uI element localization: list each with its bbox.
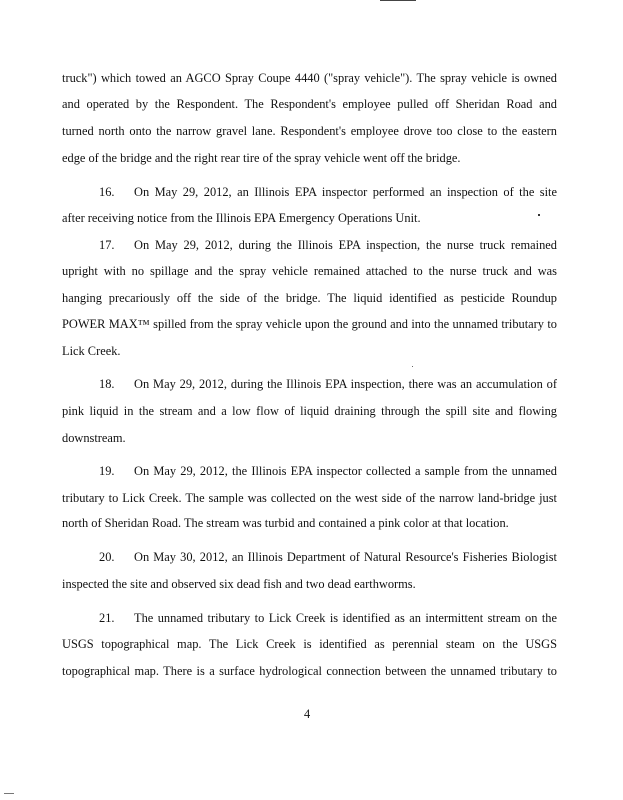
text-line: The unnamed tributary to Lick Creek is identified as an intermittent stream on the [134,611,557,625]
text-line: after receiving notice from the Illinois EPA Emergency Operations Unit. [62,211,421,225]
text-line: pink liquid in the stream and a low flow of liquid draining through the spill site and flowing [62,404,557,418]
page-number: 4 [304,707,311,721]
text-line: turned north onto the narrow gravel lane. Respondent's employee drove too close to the eastern [62,124,557,138]
text-line: USGS topographical map. The Lick Creek is identified as perennial steam on the USGS [62,637,557,651]
text-line: On May 29, 2012, during the Illinois EPA inspection, the nurse truck remained [134,238,557,252]
paragraph-number: 18. [99,377,115,391]
paragraph-18-first-line [99,377,557,391]
text-line: On May 29, 2012, the Illinois EPA inspector collected a sample from the unnamed [134,464,557,478]
paragraph-number: 21. [99,611,115,625]
text-line: hanging precariously off the side of the bridge. The liquid identified as pesticide Roundup [62,291,557,305]
text-line: tributary to Lick Creek. The sample was collected on the west side of the narrow land-bridge just [62,491,557,505]
text-line: and operated by the Respondent. The Respondent's employee pulled off Sheridan Road and [62,97,557,111]
paragraph-21-first-line [99,611,557,625]
text-line: On May 30, 2012, an Illinois Department of Natural Resource's Fisheries Biologist [134,550,557,564]
paragraph-number: 16. [99,185,115,199]
paragraph-number: 20. [99,550,115,564]
text-line: Lick Creek. [62,344,121,358]
text-line: On May 29, 2012, during the Illinois EPA inspection, there was an accumulation of [134,377,557,391]
text-line: north of Sheridan Road. The stream was turbid and contained a pink color at that location. [62,516,509,530]
text-line: upright with no spillage and the spray vehicle remained attached to the nurse truck and was [62,264,557,278]
text-line: truck") which towed an AGCO Spray Coupe 4440 ("spray vehicle"). The spray vehicle is owned [62,71,557,85]
paragraph-20-first-line [99,550,557,564]
scan-mark [4,793,14,794]
text-line: POWER MAX™ spilled from the spray vehicle upon the ground and into the unnamed tributary to [62,317,557,331]
paragraph-number: 17. [99,238,115,252]
text-line: topographical map. There is a surface hydrological connection between the unnamed tributary to [62,664,557,678]
paragraph-number: 19. [99,464,115,478]
text-line: downstream. [62,431,126,445]
paragraph-19-first-line [99,464,557,478]
scan-mark [380,0,416,1]
text-line: On May 29, 2012, an Illinois EPA inspector performed an inspection of the site [134,185,557,199]
text-line: inspected the site and observed six dead fish and two dead earthworms. [62,577,416,591]
paragraph-16-first-line [99,185,557,199]
paragraph-17-first-line [99,238,557,252]
scan-speck [412,366,413,367]
text-line: edge of the bridge and the right rear tire of the spray vehicle went off the bridge. [62,151,461,165]
